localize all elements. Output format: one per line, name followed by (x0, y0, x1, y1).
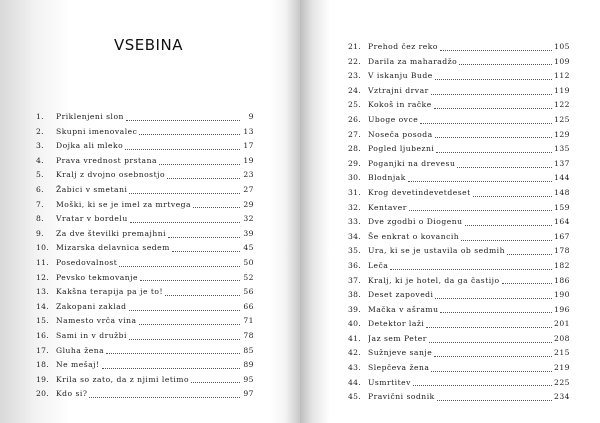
toc-entry (348, 376, 570, 391)
dot-leader (129, 339, 240, 340)
dot-leader (129, 310, 240, 311)
toc-entry-number: 12. (36, 272, 49, 282)
toc-entry-number: 38. (348, 290, 361, 300)
toc-entry-title: Usmrtitev (368, 377, 411, 387)
dot-leader (473, 196, 552, 197)
dot-leader (390, 269, 552, 270)
dot-leader (440, 312, 552, 313)
toc-entry-page: 164 (554, 217, 570, 227)
toc-entry-page: 137 (554, 158, 570, 168)
dot-leader (191, 382, 240, 383)
toc-entry-title: Dve zgodbi o Diogenu (368, 217, 463, 227)
dot-leader (434, 108, 552, 109)
toc-entry (348, 244, 570, 259)
toc-entry-number: 41. (348, 333, 361, 343)
toc-entry-page: 178 (554, 246, 570, 256)
toc-entry-page: 105 (554, 42, 570, 51)
toc-entry-page: 56 (243, 287, 254, 297)
toc-entry-page: 13 (243, 126, 254, 136)
toc-entry-title: Žabici v smetani (56, 184, 128, 194)
toc-entry-page: 125 (554, 114, 570, 124)
toc-entry (36, 241, 254, 256)
toc-entry-page: 208 (554, 333, 570, 343)
toc-entry-page: 109 (554, 56, 570, 66)
toc-entry-number: 21. (348, 42, 361, 51)
dot-leader (426, 327, 552, 328)
dot-leader (435, 79, 552, 80)
toc-entry-page: 39 (243, 228, 254, 238)
toc-entry-title: Sami in v družbi (56, 330, 127, 340)
dot-leader (434, 356, 552, 357)
dot-leader (413, 385, 552, 386)
dot-leader (420, 123, 552, 124)
toc-list-right (348, 40, 570, 405)
toc-entry-number: 20. (36, 389, 49, 399)
toc-entry-page: 27 (243, 184, 254, 194)
toc-entry-page: 182 (554, 260, 570, 270)
toc-entry-page: 50 (243, 257, 254, 267)
toc-entry-number: 35. (348, 246, 361, 256)
toc-entry (348, 361, 570, 376)
toc-entry-page: 9 (248, 112, 254, 121)
dot-leader (165, 295, 240, 296)
toc-entry (36, 344, 254, 359)
toc-entry-title: Namesto vrča vina (56, 316, 137, 326)
toc-entry-number: 31. (348, 187, 361, 197)
dot-leader (89, 397, 240, 398)
toc-entry (36, 300, 254, 315)
dot-leader (129, 193, 240, 194)
toc-entry-number: 28. (348, 144, 361, 154)
toc-entry (36, 271, 254, 286)
toc-entry-number: 1. (36, 112, 44, 121)
toc-entry-page: 89 (243, 360, 254, 370)
toc-entry-title: Jaz sem Peter (368, 333, 427, 343)
toc-list-left (36, 110, 254, 402)
toc-entry (348, 230, 570, 245)
toc-entry (36, 373, 254, 388)
toc-entry-title: Gluha žena (56, 345, 105, 355)
toc-entry-page: 225 (554, 377, 570, 387)
toc-entry-number: 6. (36, 184, 44, 194)
toc-entry (36, 212, 254, 227)
toc-entry-title: Vratar v bordelu (56, 214, 128, 224)
toc-entry-page: 148 (554, 187, 570, 197)
toc-entry-number: 34. (348, 231, 361, 241)
dot-leader (435, 298, 552, 299)
toc-entry-title: Ne mešaj! (56, 360, 100, 370)
toc-entry-page: 45 (243, 243, 254, 253)
toc-entry-page: 23 (243, 170, 254, 180)
toc-entry-number: 30. (348, 173, 361, 183)
toc-entry-title: Detektor laži (368, 319, 425, 329)
toc-entry (36, 125, 254, 140)
toc-entry-title: Prehod čez reko (368, 42, 438, 51)
toc-entry-page: 215 (554, 348, 570, 358)
toc-entry (36, 358, 254, 373)
toc-entry-number: 39. (348, 304, 361, 314)
toc-entry-title: Uboge ovce (368, 114, 419, 124)
toc-entry-title: Kakšna terapija pa je to! (56, 287, 164, 297)
toc-entry (36, 198, 254, 213)
toc-entry (348, 84, 570, 99)
dot-leader (457, 167, 552, 168)
toc-entry (348, 390, 570, 405)
toc-entry-number: 24. (348, 85, 361, 95)
dot-leader (140, 280, 240, 281)
toc-entry-number: 4. (36, 155, 44, 165)
dot-leader (431, 94, 552, 95)
toc-entry (348, 288, 570, 303)
toc-entry-title: Dojka ali mleko (56, 141, 124, 151)
toc-entry-title: Vztrajni drvar (368, 85, 429, 95)
toc-entry-page: 97 (243, 389, 254, 399)
dot-leader (119, 266, 240, 267)
toc-entry-number: 13. (36, 287, 49, 297)
toc-entry-title: Slepčeva žena (368, 363, 430, 373)
toc-entry-title: Leča (368, 260, 389, 270)
toc-entry-title: Noseča posoda (368, 129, 433, 139)
dot-leader (408, 181, 552, 182)
toc-entry-title: V iskanju Bude (368, 71, 433, 81)
toc-entry-title: Darila za maharadžo (368, 56, 458, 66)
toc-entry-number: 11. (36, 257, 49, 267)
toc-entry-title: Moški, ki se je imel za mrtvega (56, 199, 192, 209)
toc-entry (36, 168, 254, 183)
toc-entry (36, 183, 254, 198)
toc-entry-page: 144 (554, 173, 570, 183)
toc-entry-page: 167 (554, 231, 570, 241)
toc-entry (348, 40, 570, 55)
toc-entry-title: Kokoš in račke (368, 100, 432, 110)
dot-leader (130, 222, 240, 223)
toc-entry-number: 45. (348, 392, 361, 402)
toc-entry-title: Mačka v ašramu (368, 304, 439, 314)
toc-entry-number: 19. (36, 374, 49, 384)
toc-entry-number: 10. (36, 243, 49, 253)
dot-leader (139, 324, 240, 325)
dot-leader (431, 371, 552, 372)
toc-entry-title: Poganjki na drevesu (368, 158, 456, 168)
toc-entry-page: 78 (243, 330, 254, 340)
toc-entry-title: Prava vrednost prstana (56, 155, 157, 165)
toc-entry (36, 314, 254, 329)
toc-entry (348, 55, 570, 70)
toc-entry (348, 332, 570, 347)
toc-entry-title: Kralj z dvojno osebnostjo (56, 170, 166, 180)
toc-entry-title: Krog devetindevetdeset (368, 187, 471, 197)
dot-leader (465, 225, 553, 226)
toc-entry-number: 26. (348, 114, 361, 124)
toc-entry-page: 29 (243, 199, 254, 209)
toc-entry-title: Ura, ki se je ustavila ob sedmih (368, 246, 505, 256)
dot-leader (193, 207, 240, 208)
toc-entry-page: 19 (243, 155, 254, 165)
toc-entry (348, 69, 570, 84)
toc-entry (348, 201, 570, 216)
toc-entry (36, 329, 254, 344)
toc-entry-number: 14. (36, 301, 49, 311)
toc-entry (36, 227, 254, 242)
toc-entry-page: 71 (243, 316, 254, 326)
toc-entry (348, 215, 570, 230)
toc-entry-page: 122 (554, 100, 570, 110)
dot-leader (461, 240, 552, 241)
toc-entry-page: 119 (554, 85, 570, 95)
toc-entry-title: Pogled ljubezni (368, 144, 435, 154)
toc-entry-number: 16. (36, 330, 49, 340)
dot-leader (159, 164, 240, 165)
dot-leader (409, 210, 552, 211)
toc-entry-number: 40. (348, 319, 361, 329)
page-title: VSEBINA (114, 36, 183, 54)
toc-entry-title: Krila so zato, da z njimi letimo (56, 374, 190, 384)
toc-entry (348, 274, 570, 289)
toc-entry (36, 387, 254, 402)
dot-leader (102, 368, 240, 369)
dot-leader (502, 283, 552, 284)
toc-entry-number: 29. (348, 158, 361, 168)
toc-entry-page: 85 (243, 345, 254, 355)
toc-entry-number: 23. (348, 71, 361, 81)
toc-entry-title: Posedovalnost (56, 257, 118, 267)
toc-entry-number: 25. (348, 100, 361, 110)
dot-leader (440, 50, 552, 51)
toc-entry (348, 142, 570, 157)
toc-entry-title: Blodnjak (368, 173, 406, 183)
dot-leader (139, 134, 240, 135)
dot-leader (125, 149, 240, 150)
toc-entry-page: 112 (554, 71, 570, 81)
toc-entry (348, 171, 570, 186)
toc-entry-number: 44. (348, 377, 361, 387)
toc-entry-page: 95 (243, 374, 254, 384)
toc-entry-number: 42. (348, 348, 361, 358)
toc-entry-page: 129 (554, 129, 570, 139)
toc-entry-page: 219 (554, 363, 570, 373)
dot-leader (435, 137, 552, 138)
toc-entry (348, 128, 570, 143)
dot-leader (126, 120, 240, 121)
dot-leader (459, 64, 552, 65)
toc-entry-number: 5. (36, 170, 44, 180)
toc-entry (348, 98, 570, 113)
toc-entry-title: Za dve številki premajhni (56, 228, 167, 238)
toc-entry-title: Kdo si? (56, 389, 88, 399)
toc-entry-title: Skupni imenovalec (56, 126, 138, 136)
toc-entry-number: 32. (348, 202, 361, 212)
toc-entry-title: Kentaver (368, 202, 407, 212)
toc-entry-page: 159 (554, 202, 570, 212)
toc-entry-page: 201 (554, 319, 570, 329)
toc-entry-page: 196 (554, 304, 570, 314)
toc-entry-page: 234 (554, 392, 570, 402)
toc-entry (36, 139, 254, 154)
toc-entry-title: Priklenjeni slon (56, 112, 124, 121)
toc-entry-number: 27. (348, 129, 361, 139)
toc-entry (36, 110, 254, 125)
dot-leader (507, 254, 552, 255)
toc-entry (348, 317, 570, 332)
right-page (300, 0, 600, 423)
toc-entry-page: 17 (243, 141, 254, 151)
toc-entry (348, 186, 570, 201)
toc-entry (36, 256, 254, 271)
toc-entry-page: 190 (554, 290, 570, 300)
toc-entry-number: 15. (36, 316, 49, 326)
toc-entry-title: Deset zapovedi (368, 290, 434, 300)
toc-entry (348, 303, 570, 318)
dot-leader (436, 152, 552, 153)
dot-leader (429, 342, 552, 343)
toc-entry-number: 33. (348, 217, 361, 227)
toc-entry-number: 43. (348, 363, 361, 373)
toc-entry-number: 2. (36, 126, 44, 136)
toc-entry-page: 32 (243, 214, 254, 224)
toc-entry (348, 157, 570, 172)
toc-entry-title: Pevsko tekmovanje (56, 272, 139, 282)
toc-entry-title: Pravični sodnik (368, 392, 435, 402)
toc-entry-number: 3. (36, 141, 44, 151)
dot-leader (106, 353, 240, 354)
dot-leader (167, 178, 240, 179)
toc-entry-number: 18. (36, 360, 49, 370)
toc-entry-page: 66 (243, 301, 254, 311)
toc-entry-title: Sužnjeve sanje (368, 348, 433, 358)
toc-entry (36, 285, 254, 300)
toc-entry-page: 135 (554, 144, 570, 154)
toc-entry-title: Še enkrat o kovancih (368, 231, 460, 241)
toc-entry (348, 346, 570, 361)
toc-entry-number: 17. (36, 345, 49, 355)
dot-leader (172, 251, 240, 252)
toc-entry-page: 186 (554, 275, 570, 285)
toc-entry-number: 22. (348, 56, 361, 66)
toc-entry-number: 9. (36, 228, 44, 238)
toc-entry-page: 52 (243, 272, 254, 282)
toc-entry-number: 37. (348, 275, 361, 285)
dot-leader (168, 237, 240, 238)
toc-entry-number: 7. (36, 199, 44, 209)
toc-entry (36, 154, 254, 169)
dot-leader (437, 400, 552, 401)
toc-entry-number: 36. (348, 260, 361, 270)
toc-entry-number: 8. (36, 214, 44, 224)
toc-entry-title: Kralj, ki je hotel, da ga častijo (368, 275, 500, 285)
toc-entry-title: Mizarska delavnica sedem (56, 243, 170, 253)
toc-entry (348, 113, 570, 128)
toc-entry-title: Zakopani zaklad (56, 301, 127, 311)
toc-entry (348, 259, 570, 274)
